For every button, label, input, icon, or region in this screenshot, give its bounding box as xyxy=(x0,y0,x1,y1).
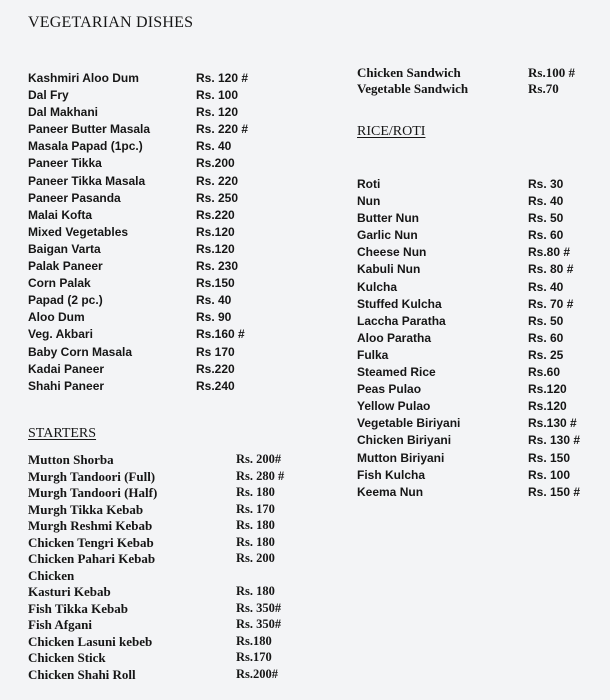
menu-item-price: Rs. 250 xyxy=(196,190,239,205)
menu-item-name: Fish Tikka Kebab xyxy=(28,600,128,616)
menu-item-price: Rs.130 # xyxy=(528,416,577,431)
menu-item xyxy=(28,362,328,379)
menu-item-name: Fish Kulcha xyxy=(357,467,426,482)
menu-item-price: Rs. 180 xyxy=(236,584,275,598)
rice-roti-heading: RICE/ROTI xyxy=(357,124,426,139)
menu-item xyxy=(28,667,328,684)
menu-item-name: Shahi Paneer xyxy=(28,378,105,393)
menu-item-price: Rs.120 xyxy=(528,382,567,397)
menu-item-name: Kulcha xyxy=(357,279,398,294)
menu-item xyxy=(357,81,597,97)
menu-item xyxy=(28,617,328,634)
menu-item-name: Veg. Akbari xyxy=(28,327,93,342)
menu-item xyxy=(28,105,328,122)
menu-item-name: Baby Corn Masala xyxy=(28,344,133,359)
menu-item xyxy=(357,365,597,382)
menu-item xyxy=(28,650,328,667)
menu-item xyxy=(28,601,328,618)
menu-item-price: Rs.200 xyxy=(196,156,235,171)
sandwiches-list xyxy=(357,65,597,97)
menu-item-price: Rs.100 # xyxy=(528,65,575,80)
menu-item-name: Chicken Tengri Kebab xyxy=(28,534,154,550)
menu-item-name: Paneer Tikka Masala xyxy=(28,173,146,188)
menu-item xyxy=(28,551,328,568)
menu-item-price: Rs.80 # xyxy=(528,245,571,260)
menu-item-name: Papad (2 pc.) xyxy=(28,293,103,308)
menu-item-name: Mixed Vegetables xyxy=(28,224,129,239)
menu-item xyxy=(28,452,328,469)
menu-item-price: Rs. 50 xyxy=(528,313,564,328)
menu-item-name: Keema Nun xyxy=(357,484,424,499)
menu-item-name: Masala Papad (1pc.) xyxy=(28,139,143,154)
menu-item xyxy=(28,276,328,293)
menu-item xyxy=(28,535,328,552)
menu-item xyxy=(357,348,597,365)
menu-item-name: Chicken Pahari Kebab xyxy=(28,551,156,566)
menu-item-name: Vegetable Sandwich xyxy=(357,81,469,96)
vegetarian-dishes-list xyxy=(28,71,328,396)
menu-item-name: Chicken Lasuni kebeb xyxy=(28,633,153,649)
menu-item-price: Rs. 30 xyxy=(528,177,564,191)
menu-item-name: Dal Makhani xyxy=(28,105,99,120)
menu-item-price: Rs. 170 xyxy=(236,501,275,516)
menu-item-price: Rs. 25 xyxy=(528,347,564,362)
menu-item xyxy=(357,416,597,433)
menu-item-price: Rs.120 xyxy=(528,399,567,414)
menu-item-name: Steamed Rice xyxy=(357,365,436,380)
vegetarian-dishes-heading: VEGETARIAN DISHES xyxy=(28,14,194,31)
menu-item-name: Laccha Paratha xyxy=(357,313,446,328)
menu-item-price: Rs.160 # xyxy=(196,327,245,342)
menu-item xyxy=(28,485,328,502)
menu-item-price: Rs.200# xyxy=(236,666,279,681)
menu-item-price: Rs. 350# xyxy=(236,617,282,631)
menu-item-price: Rs.150 xyxy=(196,276,235,291)
menu-item xyxy=(28,191,328,208)
menu-item xyxy=(28,242,328,259)
menu-item xyxy=(357,177,597,194)
menu-item-price: Rs.120 xyxy=(196,241,235,256)
menu-item-price: Rs. 280 # xyxy=(236,468,285,483)
menu-item-price: Rs. 230 xyxy=(196,259,239,274)
menu-item xyxy=(28,327,328,344)
menu-item xyxy=(357,194,597,211)
menu-item xyxy=(28,122,328,139)
menu-item-price: Rs. 40 xyxy=(528,279,564,294)
menu-item xyxy=(357,451,597,468)
menu-item-price: Rs. 60 xyxy=(528,228,564,243)
menu-item-name: Yellow Pulao xyxy=(357,399,431,414)
menu-item xyxy=(28,345,328,362)
menu-item-price: Rs. 40 xyxy=(528,194,564,209)
menu-item-price: Rs. 60 xyxy=(528,330,564,345)
menu-item-name: Chicken xyxy=(28,567,75,583)
menu-item xyxy=(28,139,328,156)
menu-item-price: Rs. 200# xyxy=(236,452,282,466)
menu-item xyxy=(28,310,328,327)
menu-item-name: Baigan Varta xyxy=(28,241,101,256)
starters-heading: STARTERS xyxy=(28,426,97,441)
menu-item-price: Rs. 220 # xyxy=(196,122,249,137)
menu-item-name: Paneer Butter Masala xyxy=(28,122,151,137)
menu-item-price: Rs. 100 xyxy=(528,467,571,482)
menu-item-name: Chicken Biriyani xyxy=(357,433,452,448)
menu-item xyxy=(28,208,328,225)
menu-item-name: Kashmiri Aloo Dum xyxy=(28,71,139,85)
menu-item xyxy=(357,382,597,399)
menu-item xyxy=(357,468,597,485)
menu-item-name: Aloo Dum xyxy=(28,310,85,325)
menu-item-name: Chicken Sandwich xyxy=(357,65,461,80)
menu-item xyxy=(28,584,328,601)
menu-item xyxy=(357,262,597,279)
menu-item-price: Rs. 200 xyxy=(236,551,275,565)
menu-item-name: Vegetable Biriyani xyxy=(357,416,461,431)
rice-roti-list xyxy=(357,177,597,502)
menu-item-price: Rs. 120 # xyxy=(196,71,249,85)
menu-item-price: Rs. 100 xyxy=(196,88,239,103)
menu-item-price: Rs. 180 xyxy=(236,534,275,549)
menu-item xyxy=(357,297,597,314)
menu-item-name: Fish Afgani xyxy=(28,617,92,632)
menu-item-price: Rs. 50 xyxy=(528,211,564,226)
menu-item-price: Rs. 130 # xyxy=(528,433,581,448)
menu-item xyxy=(28,502,328,519)
menu-item-name: Aloo Paratha xyxy=(357,330,432,345)
menu-item xyxy=(357,331,597,348)
menu-item-price: Rs.180 xyxy=(236,633,272,648)
menu-item-name: Peas Pulao xyxy=(357,382,422,397)
menu-item xyxy=(357,280,597,297)
menu-item-price: Rs. 80 # xyxy=(528,262,574,277)
menu-item xyxy=(28,379,328,396)
menu-item-price: Rs.240 xyxy=(196,378,235,393)
menu-item-price: Rs.170 xyxy=(236,650,272,664)
menu-item xyxy=(357,399,597,416)
menu-item xyxy=(357,211,597,228)
menu-item-name: Murgh Tandoori (Half) xyxy=(28,485,158,500)
menu-item-name: Murgh Tikka Kebab xyxy=(28,501,144,517)
menu-item-price: Rs. 180 xyxy=(236,485,275,499)
menu-item-name: Cheese Nun xyxy=(357,245,427,260)
menu-item-price: Rs.120 xyxy=(196,224,235,239)
menu-item-name: Butter Nun xyxy=(357,211,419,226)
menu-item-price: Rs.220 xyxy=(196,207,235,222)
menu-item-name: Murgh Tandoori (Full) xyxy=(28,468,156,484)
menu-item-name: Paneer Pasanda xyxy=(28,190,121,205)
menu-item xyxy=(357,245,597,262)
menu-item-name: Stuffed Kulcha xyxy=(357,296,442,311)
menu-item-name: Murgh Reshmi Kebab xyxy=(28,518,153,533)
menu-item xyxy=(357,485,597,502)
menu-item-price: Rs. 120 xyxy=(196,105,239,120)
menu-item xyxy=(28,88,328,105)
menu-item-price: Rs. 350# xyxy=(236,600,282,615)
menu-item-name: Malai Kofta xyxy=(28,207,93,222)
menu-item-price: Rs. 180 xyxy=(236,518,275,532)
menu-item-name: Garlic Nun xyxy=(357,228,418,243)
menu-item xyxy=(28,156,328,173)
menu-item-price: Rs.70 xyxy=(528,81,559,96)
menu-item-name: Kasturi Kebab xyxy=(28,584,111,599)
menu-item-price: Rs. 150 # xyxy=(528,484,581,499)
menu-item xyxy=(357,228,597,245)
menu-item xyxy=(28,469,328,486)
menu-item-price: Rs. 90 xyxy=(196,310,232,325)
menu-item xyxy=(28,518,328,535)
menu-item-name: Roti xyxy=(357,177,381,191)
menu-item-name: Kabuli Nun xyxy=(357,262,421,277)
menu-item-name: Dal Fry xyxy=(28,88,69,103)
menu-item xyxy=(28,174,328,191)
menu-item xyxy=(357,65,597,81)
menu-item xyxy=(28,293,328,310)
menu-item-price: Rs.220 xyxy=(196,361,235,376)
menu-item xyxy=(28,568,328,585)
menu-item-name: Fulka xyxy=(357,347,389,362)
menu-item xyxy=(28,634,328,651)
menu-item-price: Rs. 40 xyxy=(196,139,232,154)
menu-item-price: Rs. 40 xyxy=(196,293,232,308)
menu-item-name: Mutton Biriyani xyxy=(357,450,445,465)
menu-item-price: Rs 170 xyxy=(196,344,235,359)
menu-item xyxy=(28,225,328,242)
menu-item-name: Nun xyxy=(357,194,381,209)
menu-item xyxy=(28,71,328,88)
menu-item-name: Corn Palak xyxy=(28,276,91,291)
menu-item-name: Chicken Shahi Roll xyxy=(28,666,136,682)
menu-item-name: Paneer Tikka xyxy=(28,156,102,171)
menu-item xyxy=(357,433,597,450)
menu-item xyxy=(28,259,328,276)
menu-item-price: Rs. 220 xyxy=(196,173,239,188)
menu-item xyxy=(357,314,597,331)
menu-item-name: Chicken Stick xyxy=(28,650,106,665)
menu-item-name: Kadai Paneer xyxy=(28,361,105,376)
menu-item-name: Palak Paneer xyxy=(28,259,103,274)
menu-item-price: Rs. 150 xyxy=(528,450,571,465)
menu-item-price: Rs. 70 # xyxy=(528,296,574,311)
menu-item-name: Mutton Shorba xyxy=(28,452,114,467)
menu-item-price: Rs.60 xyxy=(528,365,561,380)
starters-list xyxy=(28,452,328,683)
